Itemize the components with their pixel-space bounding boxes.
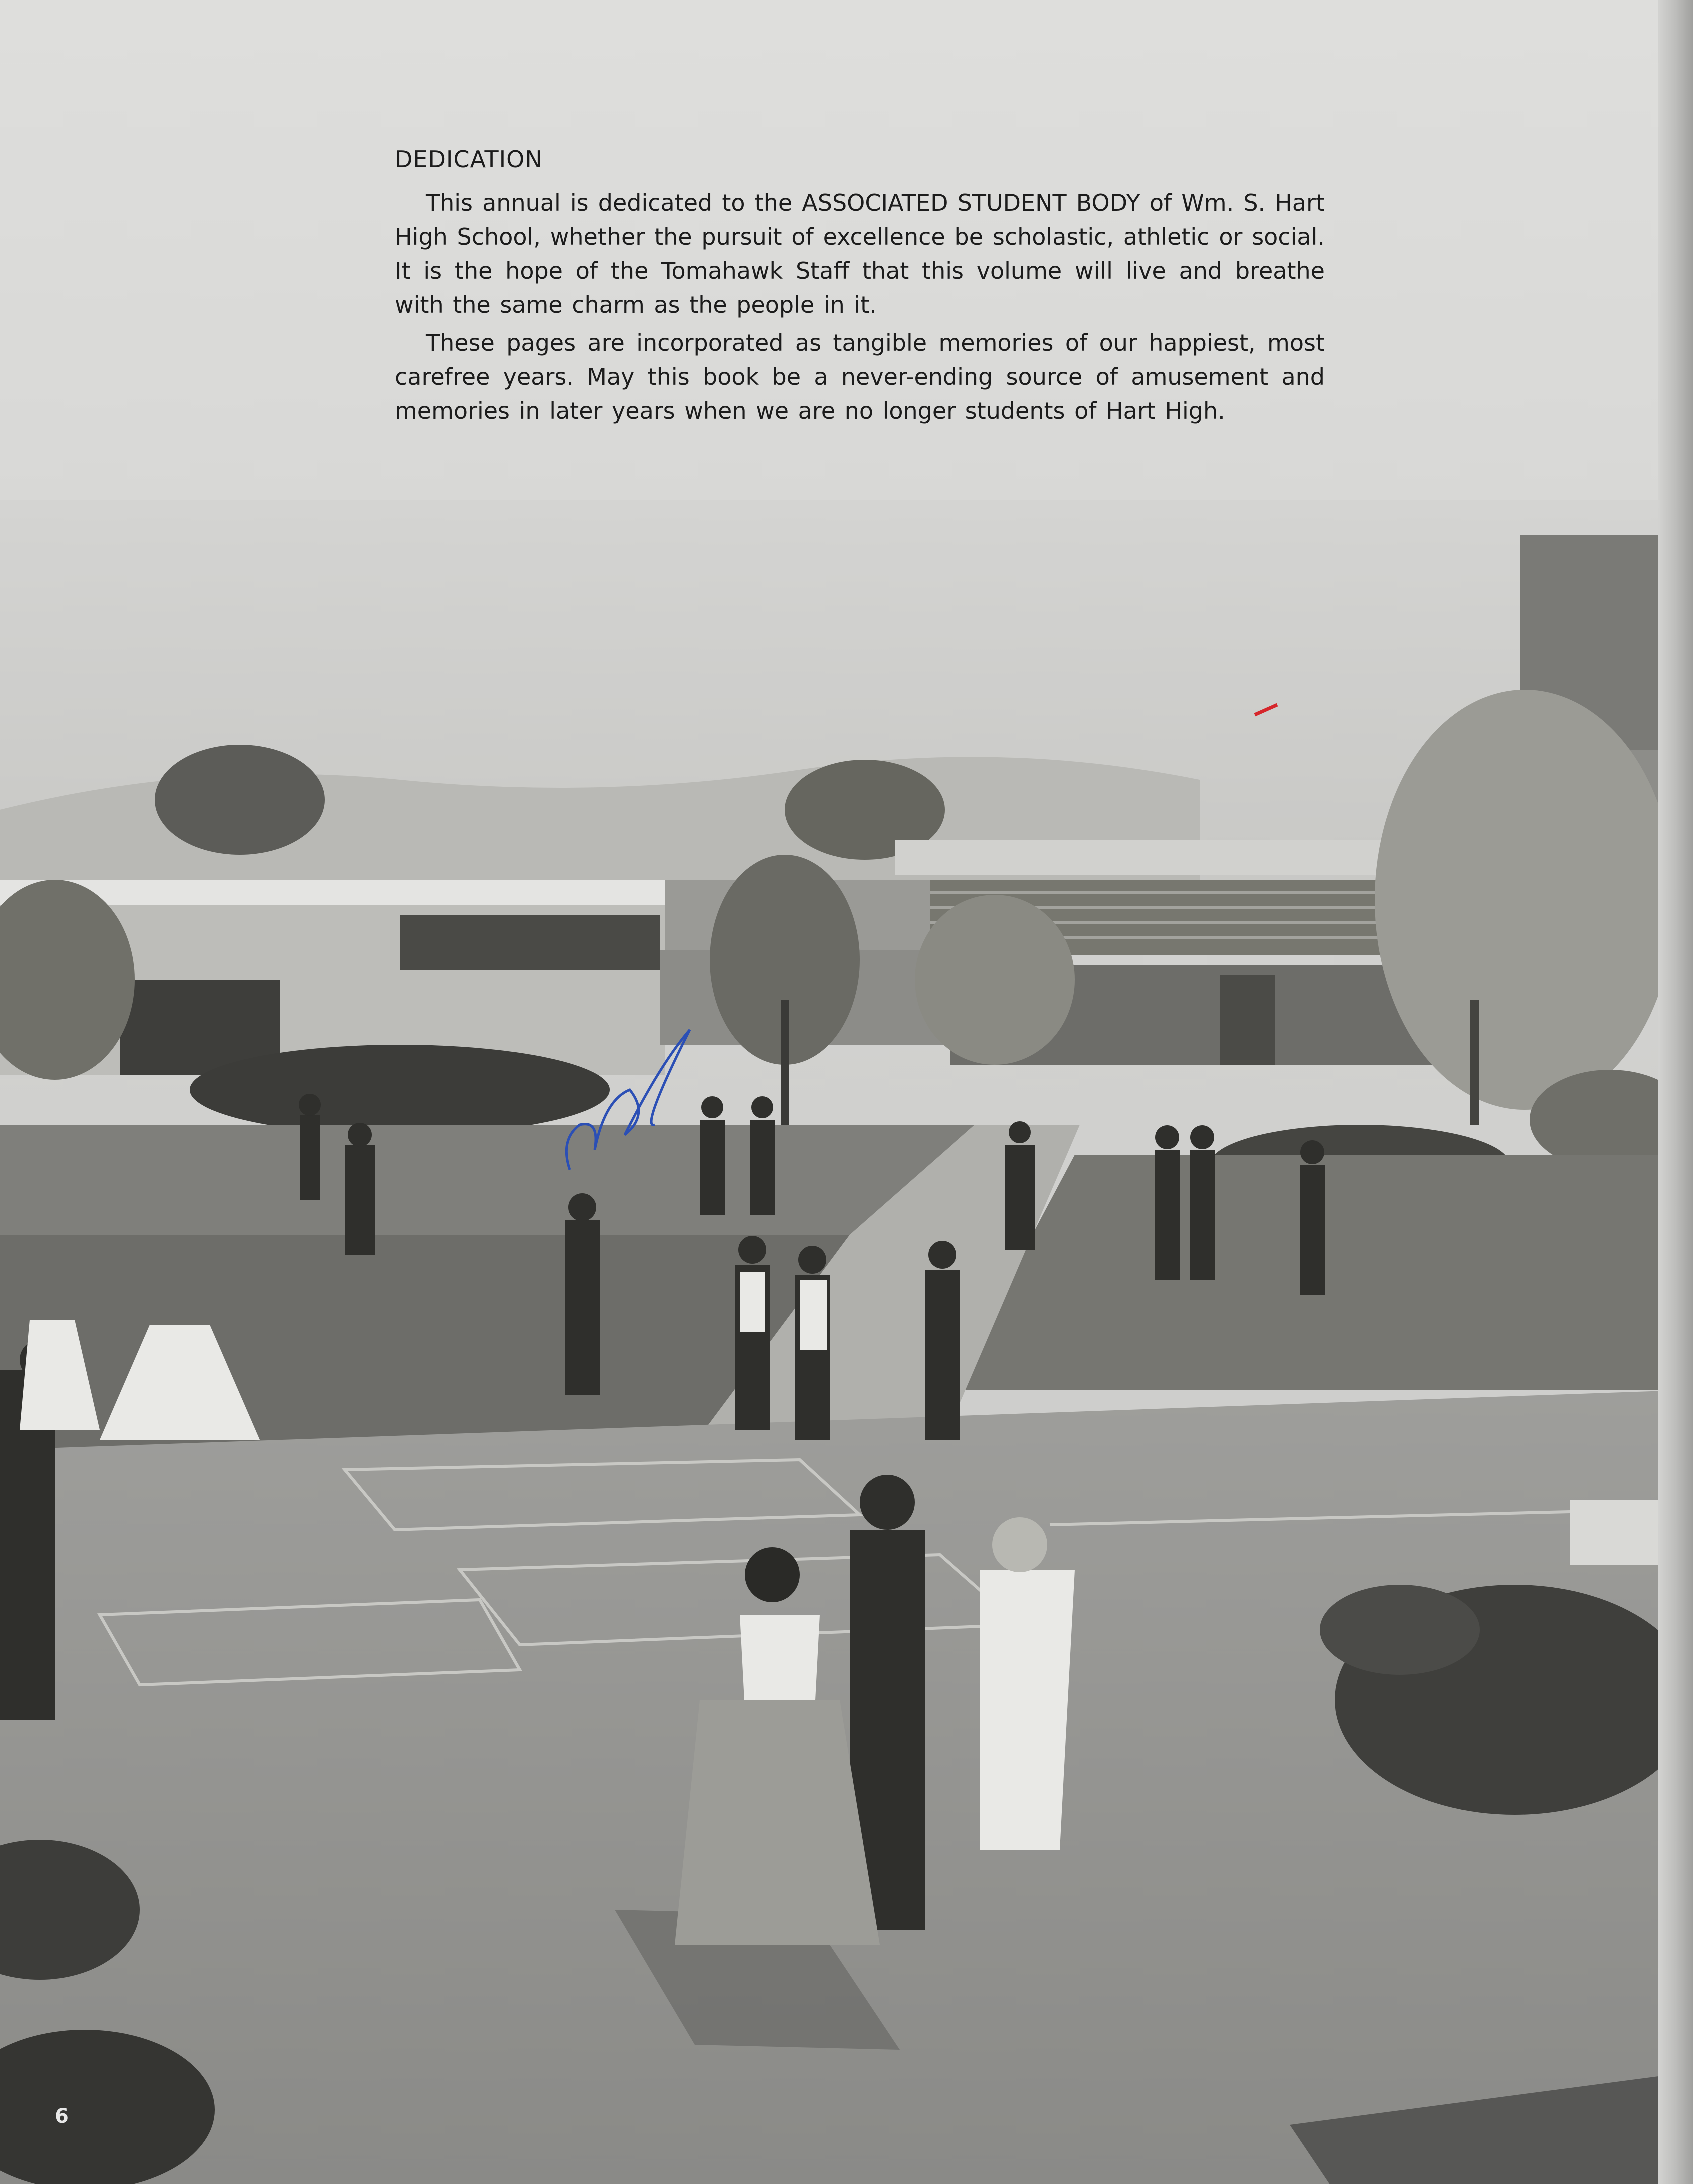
page-number: 6 [55,2105,69,2128]
dedication-text [395,146,1325,432]
dedication-paragraph-1: This annual is dedicated to the ASSOCIATED STUDENT BODY of Wm. S. Hart High School, whether the pursuit of excellence be scholastic, athletic or social. It is the hope of the Tomahawk Staff that this volume will live and breathe with the same charm as the people in it. [395,189,1325,318]
dedication-paragraph-2: These pages are incorporated as tangible memories of our happiest, most carefree years. May this book be a never-ending source of amusement and memories in later years when we are no longer students of Hart High. [395,329,1325,424]
dedication-heading: DEDICATION [395,146,543,173]
campus-photo [0,500,1693,2184]
page-spine-shadow [1658,0,1693,2184]
